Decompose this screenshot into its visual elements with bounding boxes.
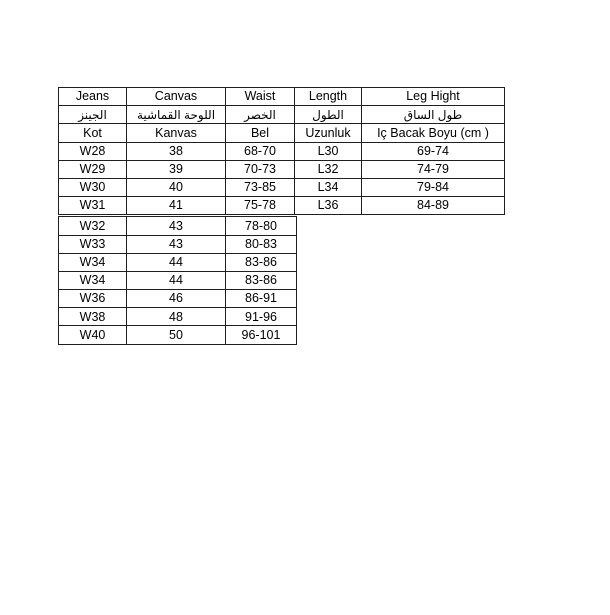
size-cell: 68-70 <box>226 142 295 160</box>
header-cell-en: Waist <box>226 88 295 106</box>
size-cell: W32 <box>59 217 127 235</box>
header-cell-en: Canvas <box>127 88 226 106</box>
size-cell: 69-74 <box>362 142 505 160</box>
size-cell: 70-73 <box>226 160 295 178</box>
header-cell-en: Leg Hight <box>362 88 505 106</box>
size-cell: 75-78 <box>226 197 295 215</box>
header-cell-tr: Uzunluk <box>295 124 362 142</box>
size-cell: 86-91 <box>226 290 297 308</box>
size-cell: 40 <box>127 178 226 196</box>
table-row <box>59 217 297 235</box>
size-cell: 73-85 <box>226 178 295 196</box>
size-cell: 50 <box>127 326 226 344</box>
size-cell: 84-89 <box>362 197 505 215</box>
header-cell-ar: طول الساق <box>362 106 505 124</box>
size-cell: 83-86 <box>226 253 297 271</box>
header-cell-ar: الطول <box>295 106 362 124</box>
size-cell: 39 <box>127 160 226 178</box>
size-cell: 80-83 <box>226 235 297 253</box>
header-cell-tr: Kanvas <box>127 124 226 142</box>
size-cell: W31 <box>59 197 127 215</box>
header-cell-tr: Iç Bacak Boyu (cm ) <box>362 124 505 142</box>
table-row <box>59 253 297 271</box>
size-cell: 91-96 <box>226 308 297 326</box>
size-cell: L34 <box>295 178 362 196</box>
header-cell-en: Jeans <box>59 88 127 106</box>
size-cell: 78-80 <box>226 217 297 235</box>
header-row-en <box>59 88 505 106</box>
table-row <box>59 290 297 308</box>
size-cell: 79-84 <box>362 178 505 196</box>
size-cell: W30 <box>59 178 127 196</box>
size-cell: 96-101 <box>226 326 297 344</box>
table-row <box>59 235 297 253</box>
size-cell: 74-79 <box>362 160 505 178</box>
size-cell: W40 <box>59 326 127 344</box>
size-cell: 44 <box>127 271 226 289</box>
size-cell: 38 <box>127 142 226 160</box>
size-cell: L30 <box>295 142 362 160</box>
size-cell: W29 <box>59 160 127 178</box>
header-cell-ar: الجينز <box>59 106 127 124</box>
header-cell-tr: Kot <box>59 124 127 142</box>
size-chart-main-body <box>59 142 505 215</box>
header-row-tr <box>59 124 505 142</box>
size-chart-header <box>59 88 505 143</box>
size-chart <box>58 87 505 345</box>
size-cell: 83-86 <box>226 271 297 289</box>
header-cell-ar: اللوحة القماشية <box>127 106 226 124</box>
table-row <box>59 197 505 215</box>
size-cell: W28 <box>59 142 127 160</box>
size-chart-extra-body <box>59 217 297 344</box>
size-cell: W33 <box>59 235 127 253</box>
table-row <box>59 308 297 326</box>
size-cell: L36 <box>295 197 362 215</box>
size-cell: W34 <box>59 271 127 289</box>
size-cell: L32 <box>295 160 362 178</box>
size-cell: 46 <box>127 290 226 308</box>
table-row <box>59 326 297 344</box>
size-cell: 43 <box>127 235 226 253</box>
size-cell: W34 <box>59 253 127 271</box>
size-cell: W38 <box>59 308 127 326</box>
size-cell: 48 <box>127 308 226 326</box>
size-cell: W36 <box>59 290 127 308</box>
size-chart-extra-table <box>58 216 297 344</box>
table-row <box>59 178 505 196</box>
size-cell: 43 <box>127 217 226 235</box>
table-row <box>59 142 505 160</box>
size-chart-main-table <box>58 87 505 215</box>
header-cell-en: Length <box>295 88 362 106</box>
size-cell: 44 <box>127 253 226 271</box>
size-cell: 41 <box>127 197 226 215</box>
header-cell-ar: الخصر <box>226 106 295 124</box>
table-row <box>59 160 505 178</box>
header-row-ar <box>59 106 505 124</box>
table-row <box>59 271 297 289</box>
header-cell-tr: Bel <box>226 124 295 142</box>
